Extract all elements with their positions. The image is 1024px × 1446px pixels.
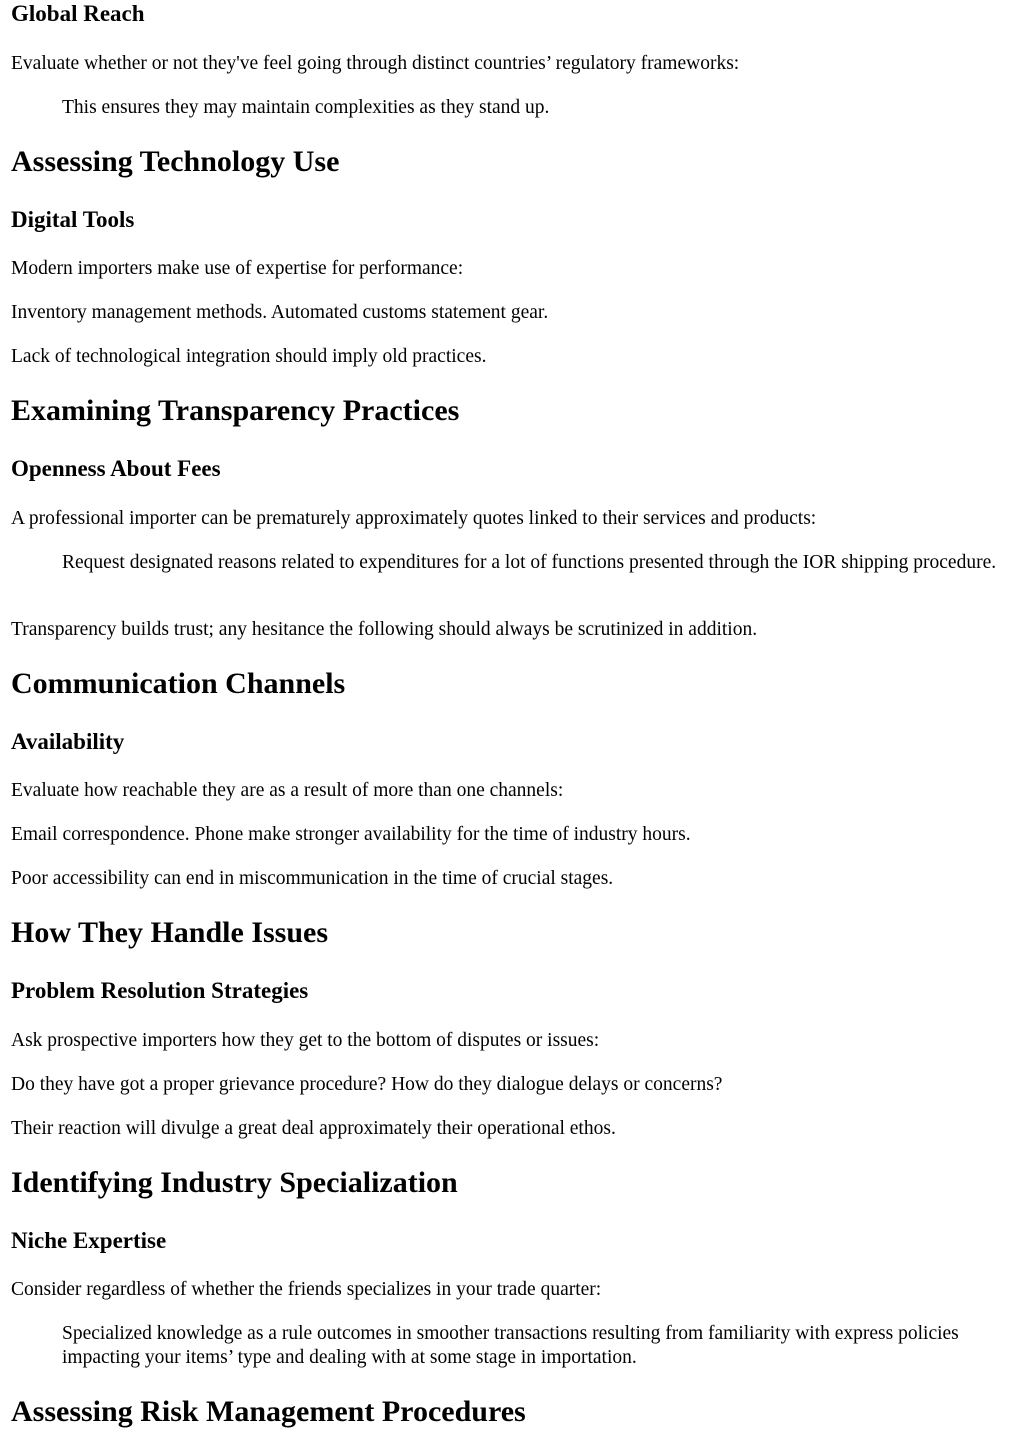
paragraph: Consider regardless of whether the friends specializes in your trade quarter: [11, 1279, 602, 1300]
paragraph: Poor accessibility can end in miscommunication in the time of crucial stages. [11, 868, 614, 889]
blockquote: This ensures they may maintain complexities as they stand up. [62, 97, 550, 118]
section-heading: Communication Channels [11, 667, 346, 700]
section-subheading: Digital Tools [11, 207, 135, 232]
section-subheading: Problem Resolution Strategies [11, 978, 309, 1003]
section-heading: Identifying Industry Specialization [11, 1166, 458, 1199]
paragraph: A professional importer can be prematurely approximately quotes linked to their services and products: [11, 508, 817, 529]
blockquote: Specialized knowledge as a rule outcomes in smoother transactions resulting from familiarity with express policies impacting your items’ type and dealing with at some stage in importation. [62, 1323, 959, 1368]
paragraph: Their reaction will divulge a great deal approximately their operational ethos. [11, 1118, 616, 1139]
section-subheading: Openness About Fees [11, 456, 221, 481]
paragraph: Inventory management methods. Automated customs statement gear. [11, 302, 549, 323]
section-heading: Examining Transparency Practices [11, 394, 460, 427]
section-subheading: Global Reach [11, 1, 145, 26]
paragraph: Transparency builds trust; any hesitance the following should always be scrutinized in addition. [11, 619, 758, 640]
section-subheading: Niche Expertise [11, 1228, 167, 1253]
paragraph: Modern importers make use of expertise for performance: [11, 258, 464, 279]
section-subheading: Availability [11, 729, 125, 754]
section-heading: How They Handle Issues [11, 916, 329, 949]
section-heading: Assessing Technology Use [11, 145, 340, 178]
paragraph: Do they have got a proper grievance procedure? How do they dialogue delays or concerns? [11, 1074, 723, 1095]
paragraph: Lack of technological integration should imply old practices. [11, 346, 487, 367]
paragraph: Evaluate how reachable they are as a result of more than one channels: [11, 780, 564, 801]
blockquote: Request designated reasons related to expenditures for a lot of functions presented through the IOR shipping procedure. [62, 552, 997, 573]
paragraph: Evaluate whether or not they've feel going through distinct countries’ regulatory frameworks: [11, 53, 740, 74]
paragraph: Email correspondence. Phone make stronger availability for the time of industry hours. [11, 824, 691, 845]
paragraph: Ask prospective importers how they get to the bottom of disputes or issues: [11, 1030, 600, 1051]
section-heading: Assessing Risk Management Procedures [11, 1395, 526, 1428]
